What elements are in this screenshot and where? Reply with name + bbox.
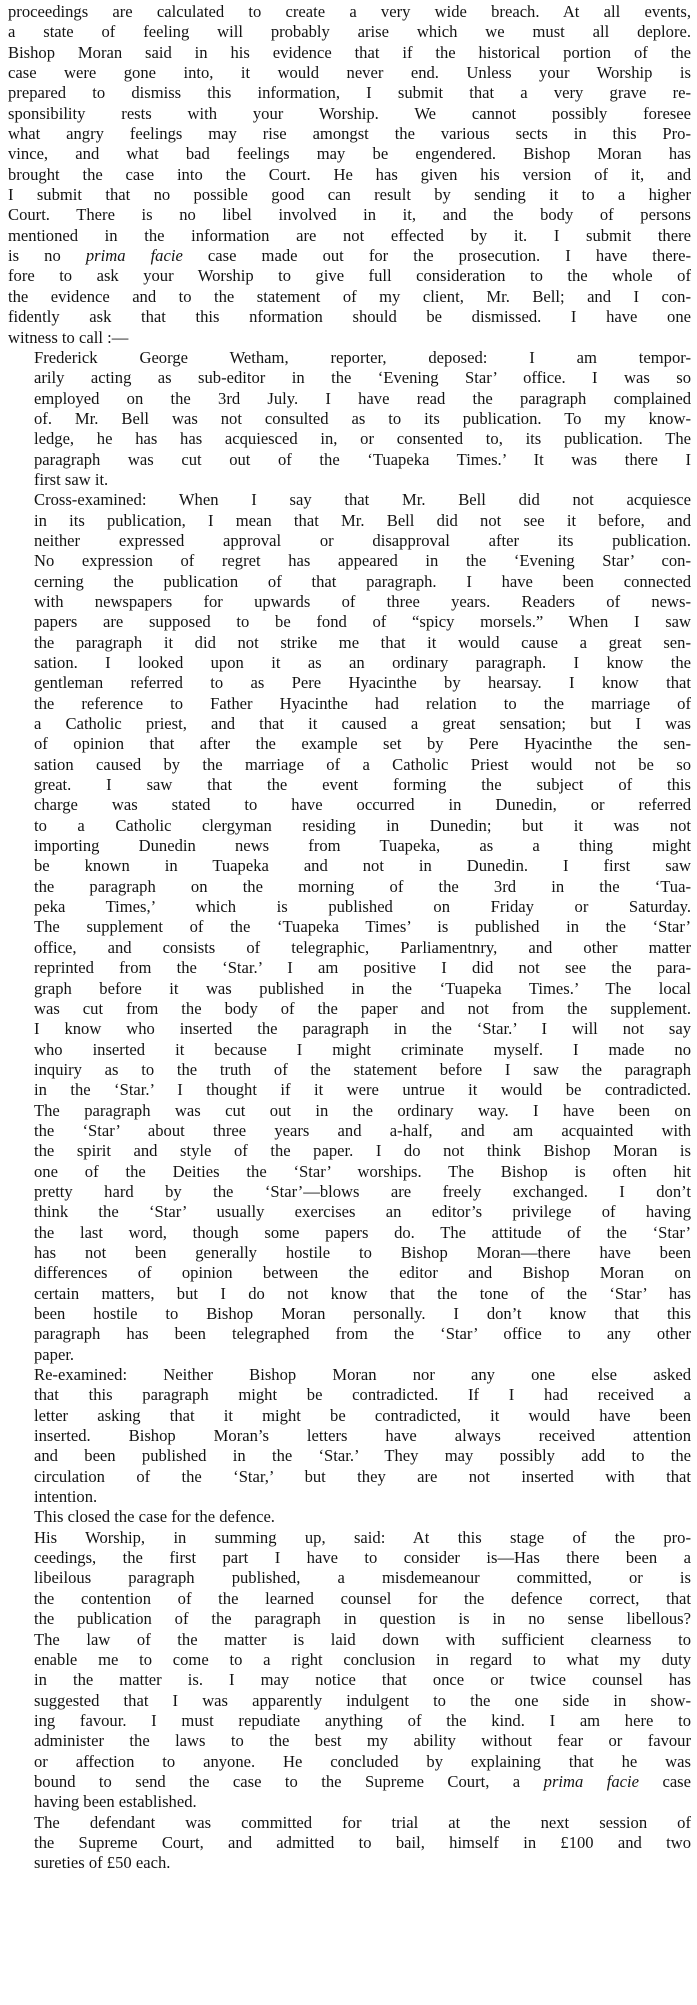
text-line: paper.	[34, 1344, 75, 1364]
text-line: employed on the 3rd July. I have read the paragraph complained	[34, 388, 691, 408]
text-line: bound to send the case to the Supreme Court, a prima facie case	[34, 1771, 691, 1791]
text-line: ing favour. I must repudiate anything of the kind. I am here to	[34, 1710, 691, 1730]
text-line: I submit that no possible good can result by sending it to a higher	[8, 185, 691, 205]
text-line: the ‘Star’ about three years and a-half, and am acquainted with	[34, 1120, 691, 1140]
text-line: having been established.	[34, 1792, 197, 1812]
text-line: Cross-examined: When I say that Mr. Bell did not acquiesce	[34, 490, 691, 510]
text-line: arily acting as sub-editor in the ‘Evening Star’ office. I was so	[34, 368, 691, 388]
text-line: libeilous paragraph published, a misdemeanour committed, or is	[34, 1568, 691, 1588]
text-line: letter asking that it might be contradicted, it would have been	[34, 1405, 691, 1425]
text-line: cerning the publication of that paragraph. I have been connected	[34, 571, 691, 591]
article-paragraph	[8, 348, 691, 490]
text-line: prepared to dismiss this information, I submit that a very grave re-	[8, 83, 691, 103]
text-line: enable me to come to a right conclusion in regard to what my duty	[34, 1649, 691, 1669]
text-line: been hostile to Bishop Moran personally. I don’t know that this	[34, 1304, 691, 1323]
article-text	[8, 2, 691, 1874]
text-line: reprinted from the ‘Star.’ I am positive I did not see the para-	[34, 958, 691, 978]
text-line: differences of opinion between the editor and Bishop Moran on	[34, 1263, 691, 1283]
text-line: suggested that I was apparently indulgent to the one side in show-	[34, 1690, 691, 1710]
text-line: This closed the case for the defence.	[34, 1507, 275, 1527]
text-line: a state of feeling will probably arise which we must all deplore.	[8, 22, 691, 42]
text-line: think the ‘Star’ usually exercises an editor’s privilege of having	[34, 1202, 691, 1222]
text-line: the Supreme Court, and admitted to bail, himself in £100 and two	[34, 1832, 691, 1852]
text-line: the contention of the learned counsel for the defence correct, that	[34, 1588, 691, 1608]
text-line: in the matter is. I may notice that once or twice counsel has	[34, 1670, 691, 1690]
article-paragraph	[8, 2, 691, 348]
text-line: inquiry as to the truth of the statement before I saw the paragraph	[34, 1059, 691, 1079]
text-line: a Catholic priest, and that it caused a great sensation; but I was	[34, 714, 691, 734]
text-line: No expression of regret has appeared in the ‘Evening Star’ con-	[34, 551, 691, 571]
text-line: mentioned in the information are not effected by it. I submit there	[8, 225, 691, 245]
text-line: and been published in the ‘Star.’ They may possibly add to the	[34, 1446, 691, 1466]
text-line: Frederick George Wetham, reporter, deposed: I am tempor-	[34, 347, 691, 367]
text-line: with newspapers for upwards of three years. Readers of news-	[34, 591, 691, 611]
text-line: The defendant was committed for trial at the next session of	[34, 1812, 691, 1832]
text-line: the last word, though some papers do. The attitude of the ‘Star’	[34, 1222, 691, 1242]
text-line: in the ‘Star.’ I thought if it were untrue it would be contradicted.	[34, 1080, 691, 1100]
article-paragraph	[8, 1813, 691, 1874]
text-line: the spirit and style of the paper. I do not think Bishop Moran is	[34, 1141, 691, 1161]
text-line: case were gone into, it would never end. Unless your Worship is	[8, 63, 691, 83]
text-line: importing Dunedin news from Tuapeka, as a thing might	[34, 836, 691, 856]
text-line: Court. There is no libel involved in it, and the body of persons	[8, 205, 691, 225]
italic-phrase: prima facie	[85, 246, 183, 266]
text-line: that this paragraph might be contradicted. If I had received a	[34, 1385, 691, 1405]
text-line: peka Times,’ which is published on Friday or Saturday.	[34, 897, 691, 917]
article-paragraph	[8, 1507, 691, 1527]
text-line: of. Mr. Bell was not consulted as to its publication. To my know-	[34, 408, 691, 428]
text-line: be known in Tuapeka and not in Dunedin. I first saw	[34, 856, 691, 876]
text-line: was cut from the body of the paper and not from the supplement.	[34, 998, 691, 1018]
text-line: pretty hard by the ‘Star’—blows are freely exchanged. I don’t	[34, 1181, 691, 1201]
text-line: neither expressed approval or disapproval after its publication.	[34, 530, 691, 550]
text-line: sponsibility rests with your Worship. We cannot possibly foresee	[8, 103, 691, 123]
text-line: in its publication, I mean that Mr. Bell did not see it before, and	[34, 510, 691, 530]
text-line: sureties of £50 each.	[34, 1853, 171, 1873]
text-line: who inserted it because I might criminate myself. I made no	[34, 1039, 691, 1059]
text-line: sation caused by the marriage of a Catholic Priest would not be so	[34, 754, 691, 774]
article-paragraph	[8, 1365, 691, 1507]
article-paragraph	[8, 1528, 691, 1813]
text-line: witness to call :—	[8, 327, 129, 347]
text-line: paragraph was cut out of the ‘Tuapeka Times.’ It was there I	[34, 449, 691, 469]
text-line: ceedings, the first part I have to consider is—Has there been a	[34, 1548, 691, 1568]
text-line: what angry feelings may rise amongst the various sects in this Pro-	[8, 124, 691, 144]
text-line: the evidence and to the statement of my client, Mr. Bell; and I con-	[8, 286, 691, 306]
text-line: office, and consists of telegraphic, Parliamentnry, and other matter	[34, 937, 691, 957]
text-line: the reference to Father Hyacinthe had relation to the marriage of	[34, 693, 691, 713]
text-line: is no prima facie case made out for the prosecution. I have there-	[8, 246, 691, 266]
text-line: proceedings are calculated to create a very wide breach. At all events,	[8, 2, 691, 21]
text-line: Re-examined: Neither Bishop Moran nor any one else asked	[34, 1365, 691, 1385]
text-line: charge was stated to have occurred in Dunedin, or referred	[34, 795, 691, 815]
text-line: inserted. Bishop Moran’s letters have always received attention	[34, 1426, 691, 1446]
text-line: papers are supposed to be fond of “spicy morsels.” When I saw	[34, 612, 691, 632]
text-line: fore to ask your Worship to give full consideration to the whole of	[8, 266, 691, 286]
text-line: one of the Deities the ‘Star’ worships. The Bishop is often hit	[34, 1161, 691, 1181]
text-line: the publication of the paragraph in question is in no sense libellous?	[34, 1609, 691, 1629]
text-line: gentleman referred to as Pere Hyacinthe by hearsay. I know that	[34, 673, 691, 693]
text-line: of opinion that after the example set by Pere Hyacinthe the sen-	[34, 734, 691, 754]
text-line: has not been generally hostile to Bishop Moran—there have been	[34, 1242, 691, 1262]
text-line: certain matters, but I do not know that the tone of the ‘Star’ has	[34, 1283, 691, 1303]
text-line: intention.	[34, 1487, 98, 1507]
text-line: The supplement of the ‘Tuapeka Times’ is published in the ‘Star’	[34, 917, 691, 937]
text-line: administer the laws to the best my ability without fear or favour	[34, 1731, 691, 1751]
italic-phrase: prima facie	[543, 1771, 639, 1791]
text-line: brought the case into the Court. He has given his version of it, and	[8, 164, 691, 184]
text-line: fidently ask that this nformation should be dismissed. I have one	[8, 307, 691, 327]
text-line: paragraph has been telegraphed from the ‘Star’ office to any other	[34, 1324, 691, 1344]
text-line: I know who inserted the paragraph in the ‘Star.’ I will not say	[34, 1019, 691, 1039]
text-line: The law of the matter is laid down with sufficient clearness to	[34, 1629, 691, 1649]
text-line: Bishop Moran said in his evidence that if the historical portion of the	[8, 42, 691, 62]
text-line: the paragraph on the morning of the 3rd in the ‘Tua-	[34, 876, 691, 896]
text-line: or affection to anyone. He concluded by explaining that he was	[34, 1751, 691, 1771]
text-line: to a Catholic clergyman residing in Dunedin; but it was not	[34, 815, 691, 835]
text-line: The paragraph was cut out in the ordinary way. I have been on	[34, 1100, 691, 1120]
article-paragraph	[8, 490, 691, 1365]
text-line: sation. I looked upon it as an ordinary paragraph. I know the	[34, 653, 691, 672]
text-line: vince, and what bad feelings may be engendered. Bishop Moran has	[8, 144, 691, 164]
text-line: great. I saw that the event forming the subject of this	[34, 775, 691, 795]
text-line: circulation of the ‘Star,’ but they are not inserted with that	[34, 1466, 691, 1486]
text-line: ledge, he has has acquiesced in, or consented to, its publication. The	[34, 429, 691, 449]
text-line: first saw it.	[34, 469, 109, 489]
text-line: His Worship, in summing up, said: At this stage of the pro-	[34, 1527, 691, 1547]
text-line: the paragraph it did not strike me that it would cause a great sen-	[34, 632, 691, 652]
text-line: graph before it was published in the ‘Tuapeka Times.’ The local	[34, 978, 691, 998]
